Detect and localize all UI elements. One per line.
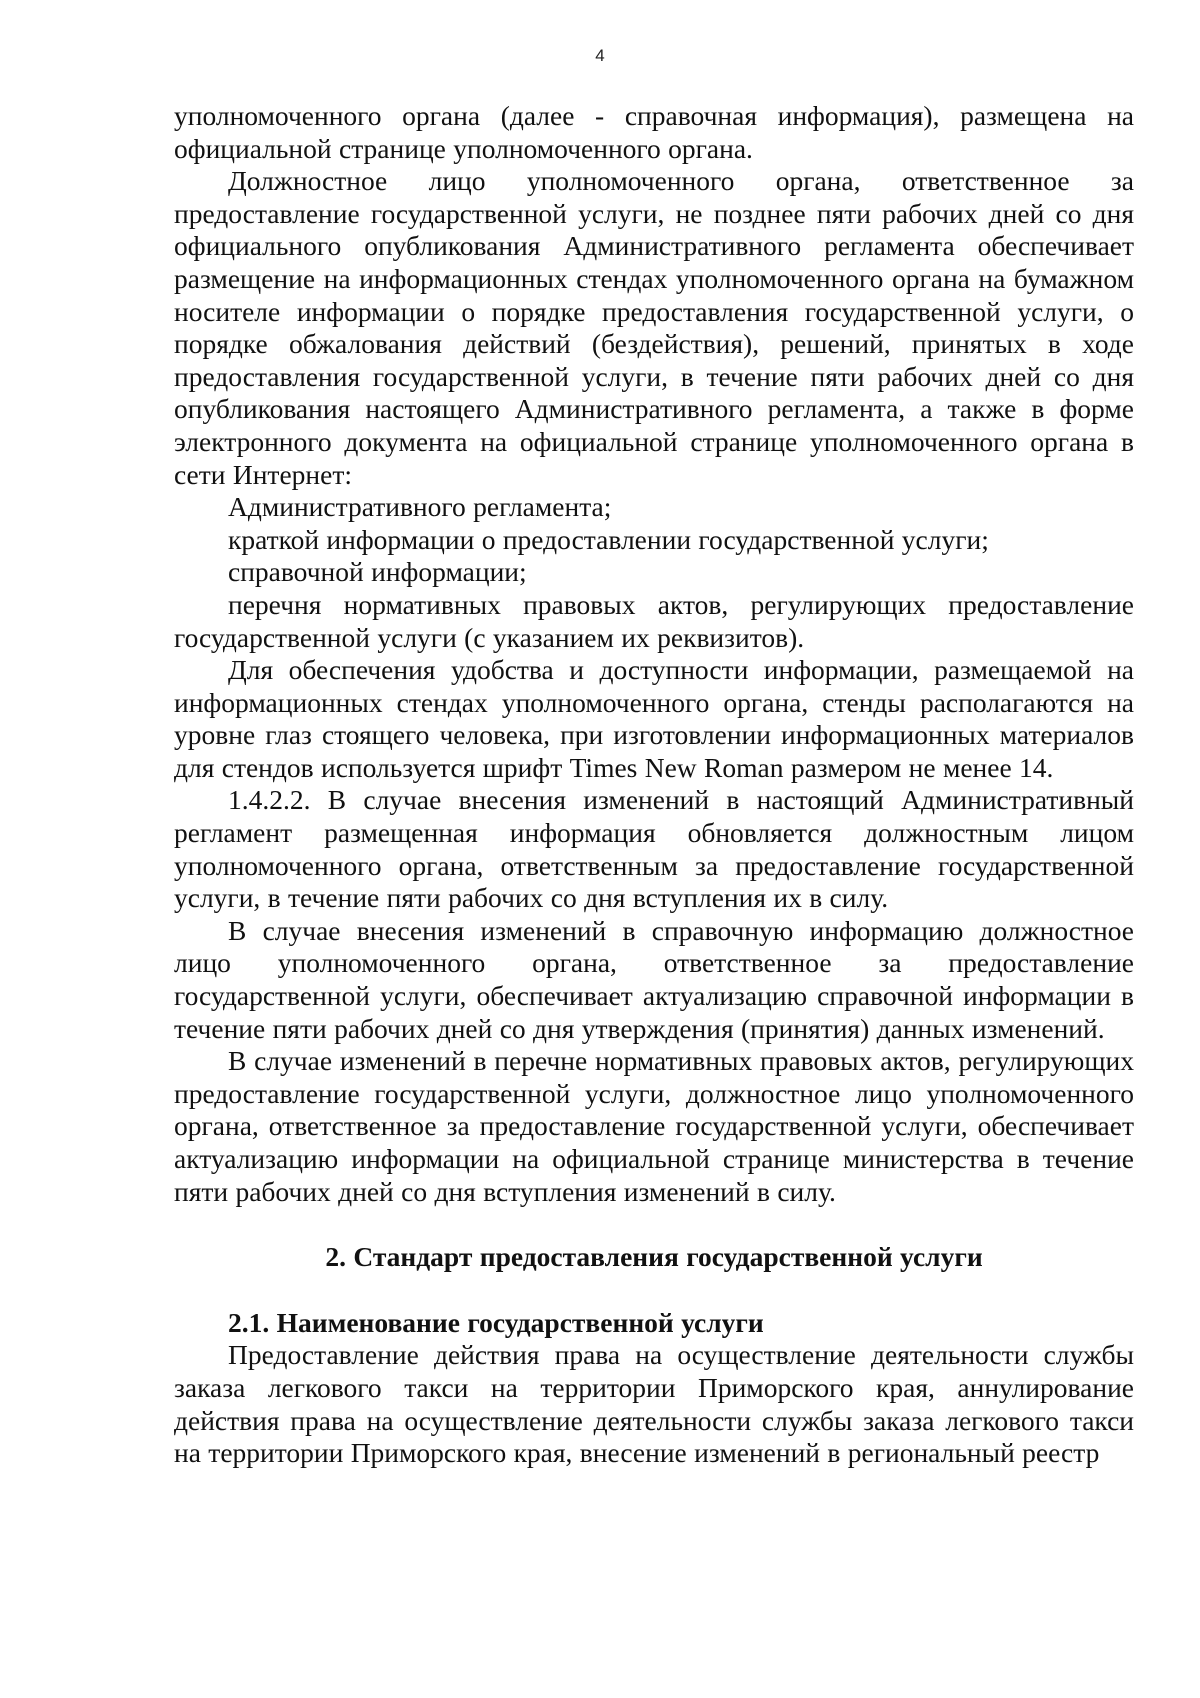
paragraph-reference-changes: В случае внесения изменений в справочную информацию должностное лицо уполномоченного органа, ответственное за предоставление государственной услуги, обеспечивает актуализацию справочной информации в течение пяти рабочих дней со дня утверждения (принятия) данных изменений.: [174, 914, 1134, 1044]
paragraph-continuation: уполномоченного органа (далее - справочная информация), размещена на официальной странице уполномоченного органа.: [174, 100, 1134, 164]
paragraph-1-4-2-2: 1.4.2.2. В случае внесения изменений в настоящий Административный регламент размещенная информация обновляется должностным лицом уполномоченного органа, ответственным за предоставление государственной услуги, в течение пяти рабочих со дня вступления их в силу.: [174, 784, 1134, 914]
list-item-regulation: Административного регламента;: [228, 491, 612, 523]
list-item-legal-acts: перечня нормативных правовых актов, регулирующих предоставление государственной услуги (с указанием их реквизитов).: [174, 588, 1134, 653]
paragraph-service-name: Предоставление действия права на осуществление деятельности службы заказа легкового такси на территории Приморского края, аннулирование действия права на осуществление деятельности службы заказа легкового такси на территории Приморского края, внесение изменений в региональный реестр: [174, 1339, 1134, 1469]
document-body: [174, 100, 1134, 1470]
section-heading: 2. Стандарт предоставления государственной услуги: [325, 1241, 983, 1273]
list-item-brief-info: краткой информации о предоставлении государственной услуги;: [228, 523, 989, 555]
paragraph-responsible-official: Должностное лицо уполномоченного органа, ответственное за предоставление государственной услуги, не позднее пяти рабочих дней со дня официального опубликования Административного регламента обеспечивает размещение на информационных стендах уполномоченного органа на бумажном носителе информации о порядке предоставления государственной услуги, о порядке обжалования действий (бездействия), решений, принятых в ходе предоставления государственной услуги, в течение пяти рабочих дней со дня опубликования настоящего Административного регламента, а также в форме электронного документа на официальной странице уполномоченного органа в сети Интернет:: [174, 165, 1134, 490]
paragraph-stands: Для обеспечения удобства и доступности информации, размещаемой на информационных стендах уполномоченного органа, стенды располагаются на уровне глаз стоящего человека, при изготовлении информационных материалов для стендов используется шрифт Times New Roman размером не менее 14.: [174, 654, 1134, 783]
paragraph-legal-acts-changes: В случае изменений в перечне нормативных правовых актов, регулирующих предоставление государственной услуги, должностное лицо уполномоченного органа, ответственное за предоставление государственной услуги, обеспечивает актуализацию информации на официальной странице министерства в течение пяти рабочих дней со дня вступления изменений в силу.: [174, 1045, 1134, 1207]
subsection-heading: 2.1. Наименование государственной услуги: [228, 1306, 764, 1338]
page-number: 4: [595, 46, 605, 65]
list-item-reference-info: справочной информации;: [228, 556, 527, 588]
